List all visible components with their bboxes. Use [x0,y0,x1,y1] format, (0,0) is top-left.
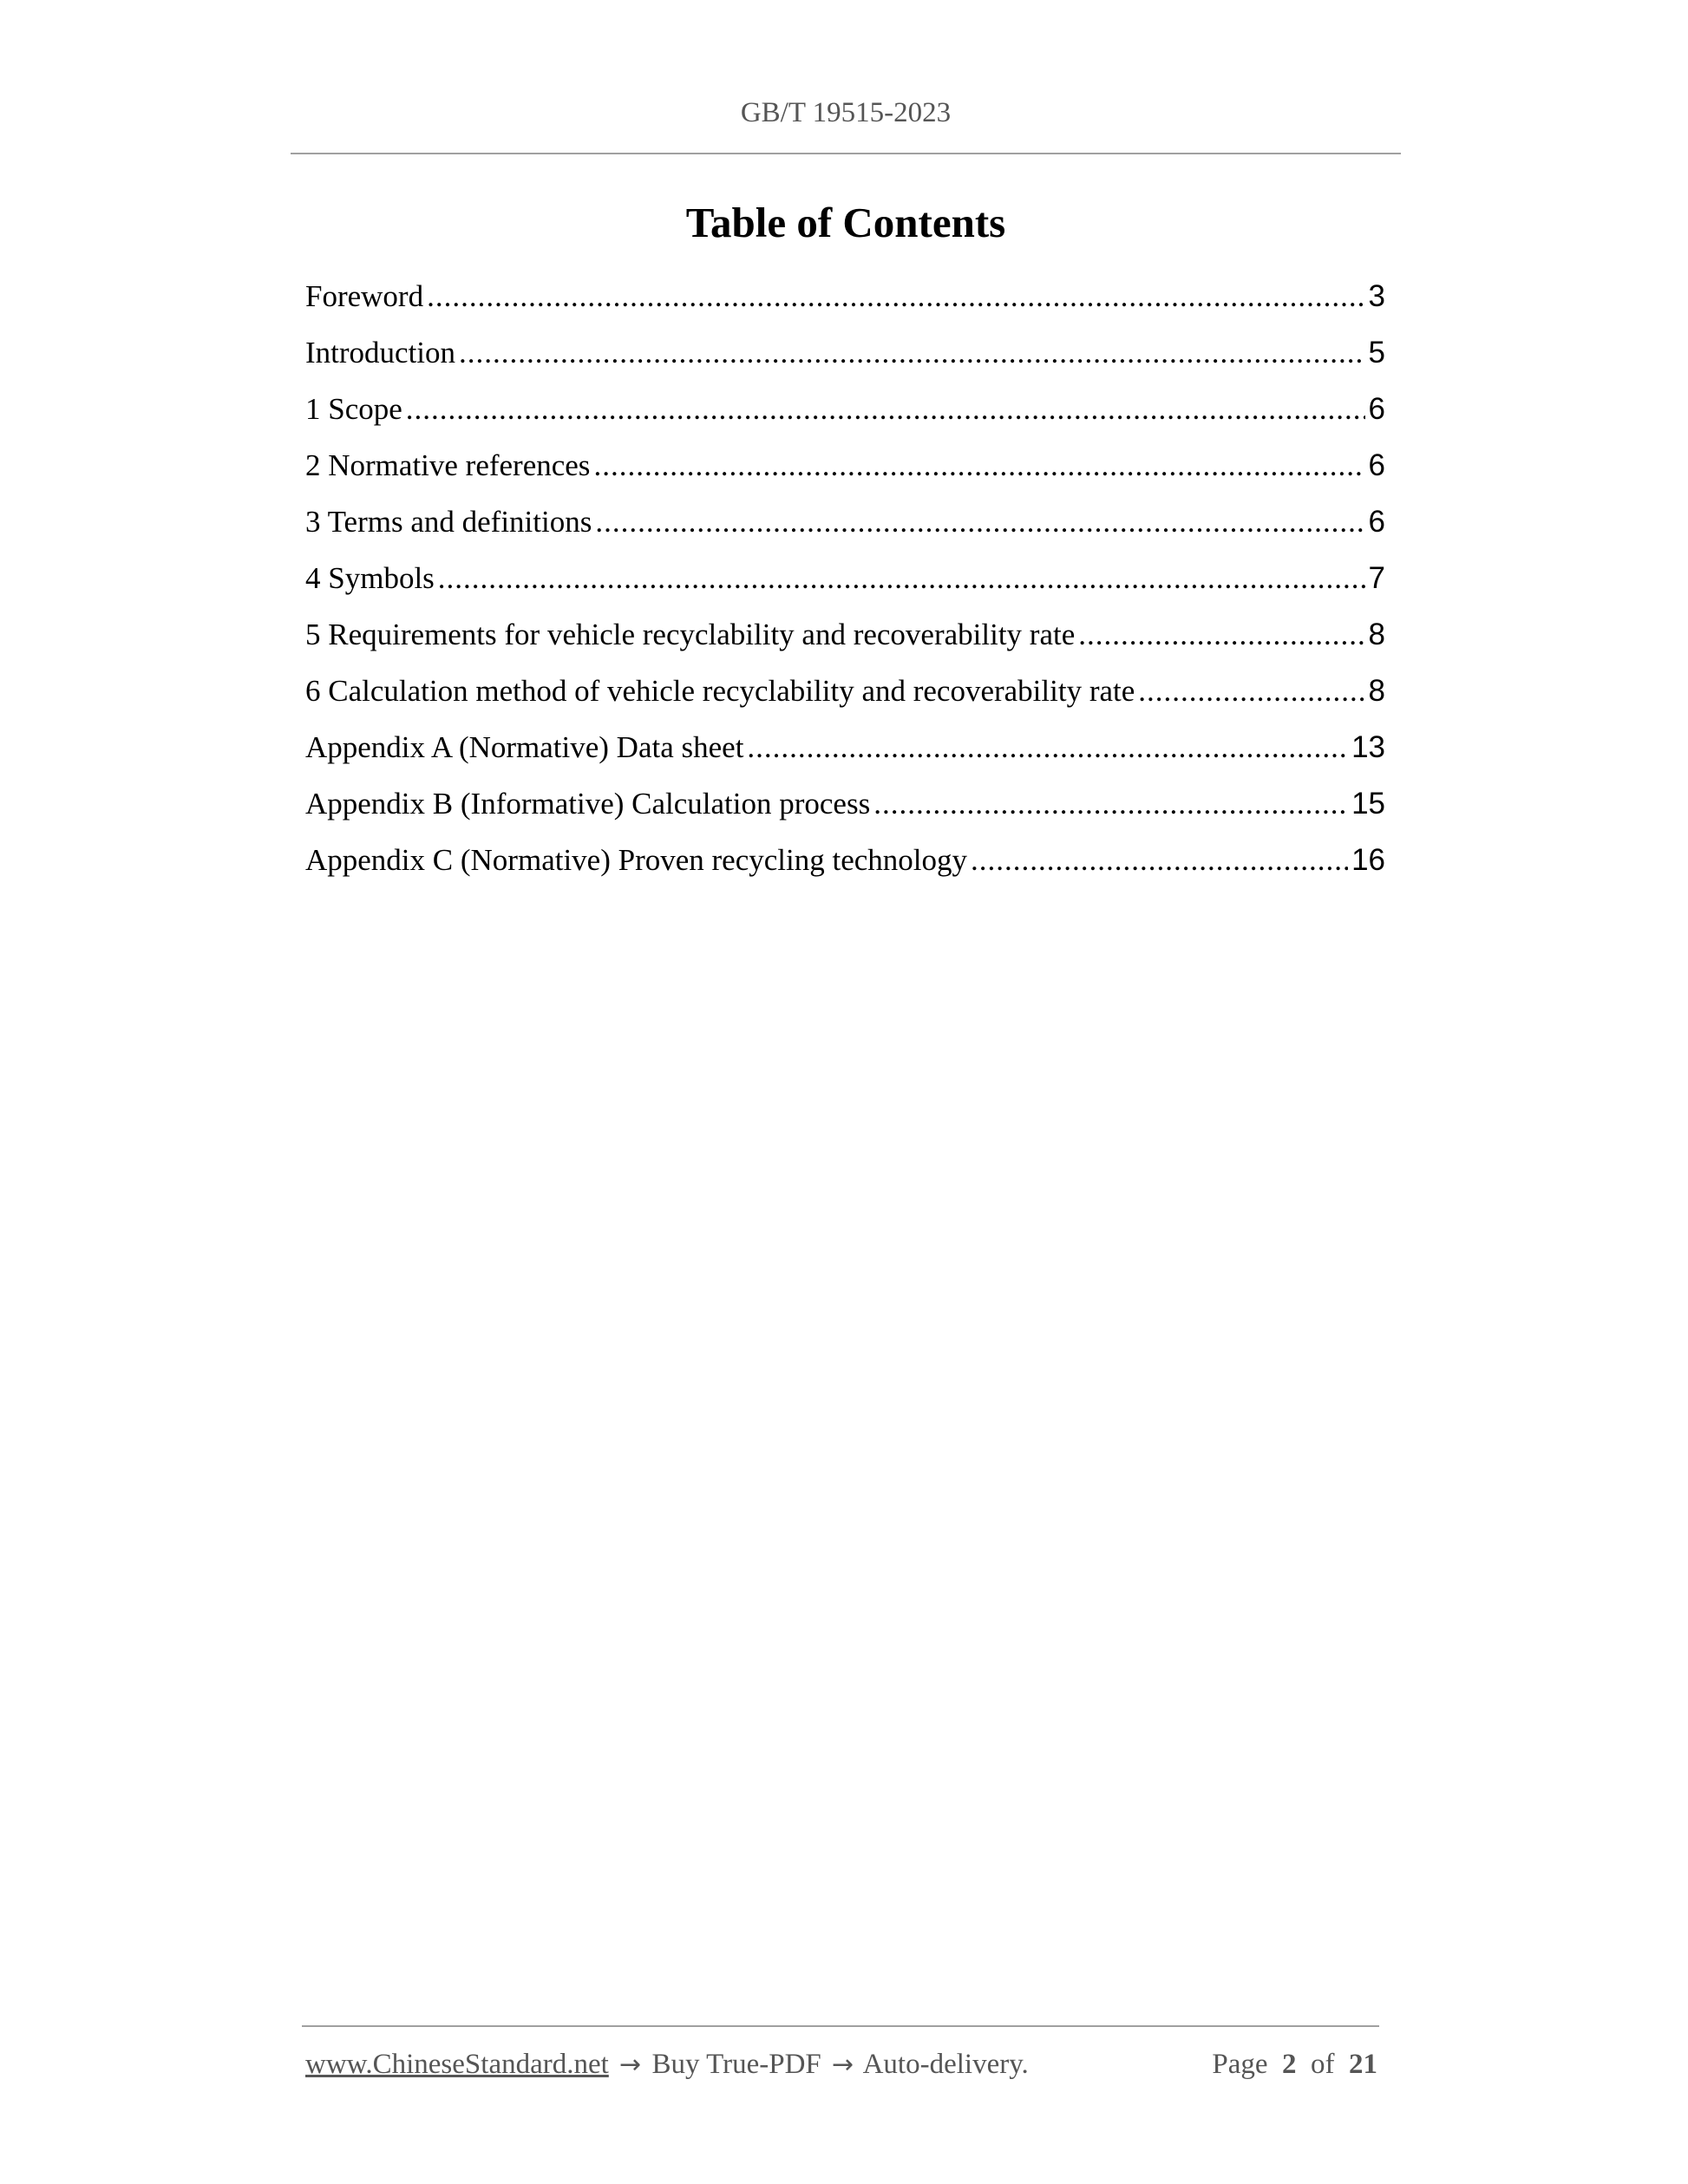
toc-entry-label: 6 Calculation method of vehicle recyclability and recoverability rate [305,674,1135,708]
toc-entry-label: 5 Requirements for vehicle recyclability and recoverability rate [305,618,1076,651]
total-page-count: 21 [1349,2049,1377,2080]
toc-entry[interactable] [305,730,1385,787]
toc-entry-page: 6 [1368,392,1385,426]
toc-leader-dots [1138,674,1364,709]
toc-leader-dots [873,787,1348,821]
toc-entry-page: 6 [1368,505,1385,539]
toc-entry-label: Appendix C (Normative) Proven recycling technology [305,843,967,877]
toc-entry-label: 1 Scope [305,392,402,426]
current-page-number: 2 [1282,2049,1297,2080]
toc-entry-page: 8 [1368,618,1385,651]
toc-entry[interactable] [305,674,1385,730]
toc-entry-page: 6 [1368,448,1385,482]
toc-leader-dots [427,279,1364,314]
toc-entry-page: 15 [1351,787,1385,821]
toc-leader-dots [747,730,1348,765]
toc-entry-label: 3 Terms and definitions [305,505,592,539]
toc-entry-page: 13 [1351,730,1385,764]
toc-leader-dots [1078,618,1364,652]
toc-entry-page: 3 [1368,279,1385,313]
toc-leader-dots [406,392,1365,427]
toc-entry-label: 4 Symbols [305,561,435,595]
toc-leader-dots [438,561,1365,596]
document-id-header: GB/T 19515-2023 [740,97,952,128]
toc-entry-label: Appendix A (Normative) Data sheet [305,730,744,764]
toc-entry[interactable] [305,787,1385,843]
footer-promo [305,2049,1029,2081]
page-counter [1212,2049,1377,2081]
toc-entry[interactable] [305,843,1385,899]
right-arrow-icon: → [619,2050,642,2080]
toc-entry-page: 7 [1368,561,1385,595]
toc-entry-page: 8 [1368,674,1385,708]
toc-entry[interactable] [305,392,1385,448]
toc-entry[interactable] [305,561,1385,618]
toc-entry-label: Foreword [305,279,424,313]
page-word: Page [1212,2049,1268,2080]
buy-text: Buy True-PDF [651,2049,821,2080]
table-of-contents [305,279,1385,899]
right-arrow-icon: → [832,2050,854,2080]
of-word: of [1311,2049,1335,2080]
toc-entry[interactable] [305,336,1385,392]
toc-leader-dots [971,843,1348,878]
toc-entry-label: Appendix B (Informative) Calculation process [305,787,871,821]
toc-entry-page: 5 [1368,336,1385,369]
toc-entry-page: 16 [1351,843,1385,877]
toc-leader-dots [593,448,1364,483]
page-footer [305,2049,1377,2081]
header-divider [291,153,1401,154]
toc-entry[interactable] [305,618,1385,674]
toc-entry[interactable] [305,448,1385,505]
toc-entry[interactable] [305,505,1385,561]
site-link[interactable]: www.ChineseStandard.net [305,2049,609,2080]
delivery-text: Auto-delivery. [862,2049,1029,2080]
toc-title: Table of Contents [685,199,1006,246]
toc-leader-dots [595,505,1364,539]
toc-entry-label: Introduction [305,336,456,369]
toc-leader-dots [459,336,1365,370]
toc-entry-label: 2 Normative references [305,448,591,482]
footer-divider [302,2025,1379,2027]
toc-entry[interactable] [305,279,1385,336]
